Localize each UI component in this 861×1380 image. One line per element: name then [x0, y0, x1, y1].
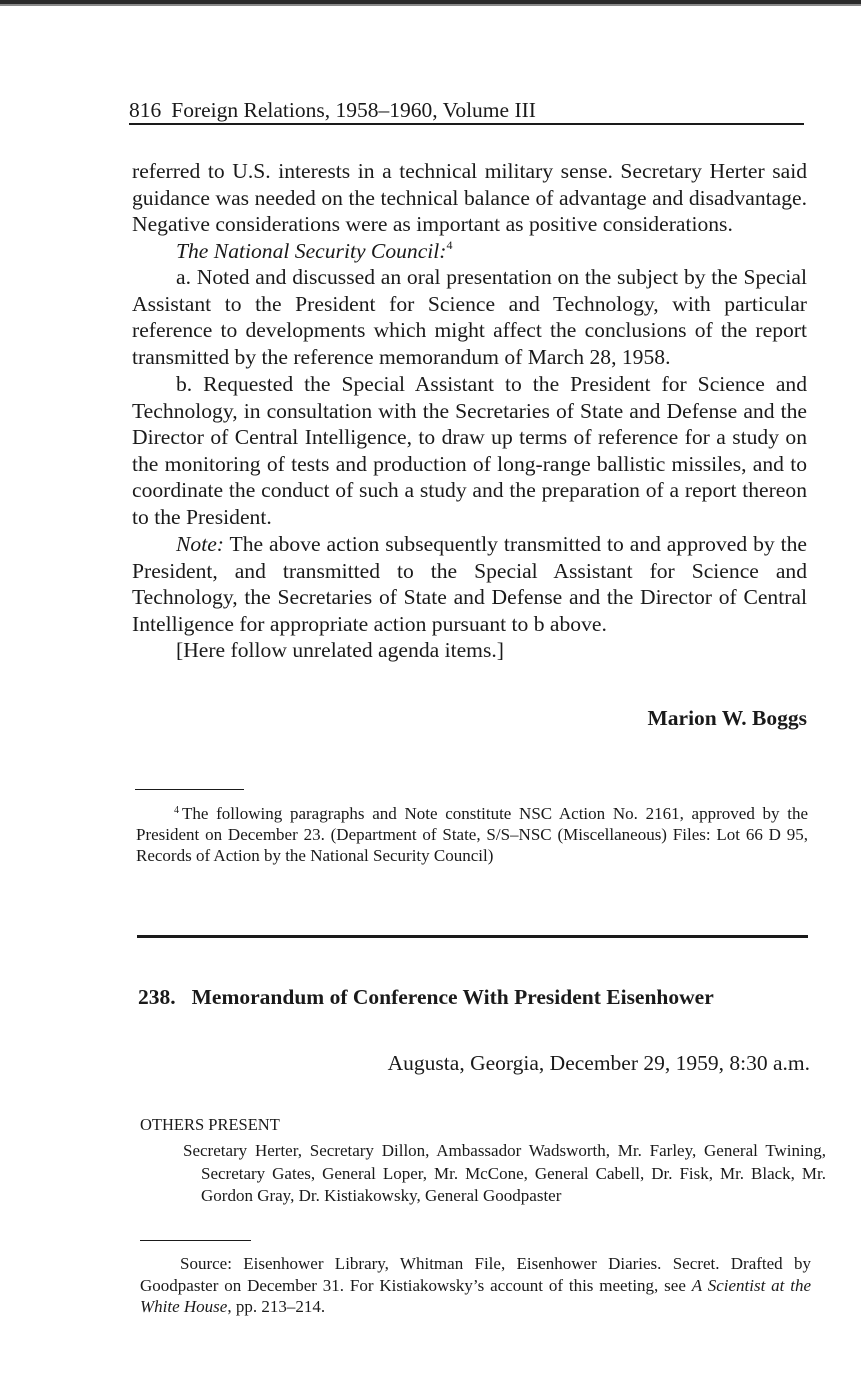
- paragraph-a: a. Noted and discussed an oral presentation on the subject by the Special Assistant to the President for Science and Technology, with particular reference to developments which might affect the conclusions of the report transmitted by the reference memorandum of March 28, 1958.: [132, 265, 807, 369]
- nsc-heading-text: The National Security Council:: [176, 238, 447, 263]
- source-book-title: A Scientist at the White House: [140, 1275, 812, 1316]
- nsc-heading: [132, 238, 807, 265]
- footnote-text: The following paragraphs and Note constitute NSC Action No. 2161, approved by the President on December 23. (Department of State, S/S–NSC (Miscellaneous) Files: Lot 66 D 95, Records of Action by the National Security Council): [136, 804, 808, 865]
- source-note: [140, 1253, 811, 1318]
- footnote-ref-4: 4: [446, 237, 453, 252]
- section-divider: [137, 935, 808, 938]
- page-number: 816: [129, 98, 162, 122]
- footnote-4: [136, 803, 808, 866]
- unrelated-items: [Here follow unrelated agenda items.]: [176, 638, 504, 662]
- scan-top-edge-shadow: [0, 4, 861, 6]
- signature: Marion W. Boggs: [647, 706, 807, 730]
- note-text: The above action subsequently transmitted to and approved by the President, and transmitted to the Special Assistant for Science and Technology, the Secretaries of State and Defense and the Director of Central Intelligence for appropriate action pursuant to b above.: [132, 532, 807, 636]
- source-text: Source: Eisenhower Library, Whitman File, Eisenhower Diaries. Secret. Drafted by Goodpaster on December 31. For Kistiakowsky’s account of this meeting, see: [140, 1254, 811, 1295]
- dateline: Augusta, Georgia, December 29, 1959, 8:30 a.m.: [387, 1051, 810, 1075]
- paragraph-continued: referred to U.S. interests in a technical military sense. Secretary Herter said guidance was needed on the technical balance of advantage and disadvantage. Negative considerations were as important as positive considerations.: [132, 159, 807, 236]
- note-label: Note:: [176, 532, 224, 556]
- paragraph-b: b. Requested the Special Assistant to the President for Science and Technology, in consultation with the Secretaries of State and Defense and the Director of Central Intelligence, to draw up terms of reference for a study on the monitoring of tests and production of long-range ballistic missiles, and to coordinate the conduct of such a study and the preparation of a report thereon to the President.: [132, 372, 807, 529]
- header-rule: [129, 123, 804, 125]
- publication-title: Foreign Relations, 1958–1960, Volume III: [171, 98, 536, 122]
- others-present-label: OTHERS PRESENT: [140, 1115, 280, 1134]
- running-head: [129, 96, 804, 124]
- source-pages: , pp. 213–214.: [227, 1297, 326, 1316]
- document-heading: [138, 983, 808, 1011]
- document-number: 238.: [138, 985, 176, 1009]
- source-rule: [140, 1240, 251, 1241]
- others-present-list: Secretary Herter, Secretary Dillon, Ambassador Wadsworth, Mr. Farley, General Twining, Secretary Gates, General Loper, Mr. McCone, General Cabell, Dr. Fisk, Mr. Black, Mr. Gordon Gray, Dr. Kistiakowsky, General Goodpaster: [183, 1141, 826, 1205]
- footnote-marker: 4: [174, 805, 179, 816]
- note-paragraph: [132, 531, 807, 637]
- document-title: Memorandum of Conference With President Eisenhower: [191, 985, 714, 1009]
- footnote-rule: [135, 789, 244, 790]
- body-text: [132, 158, 807, 664]
